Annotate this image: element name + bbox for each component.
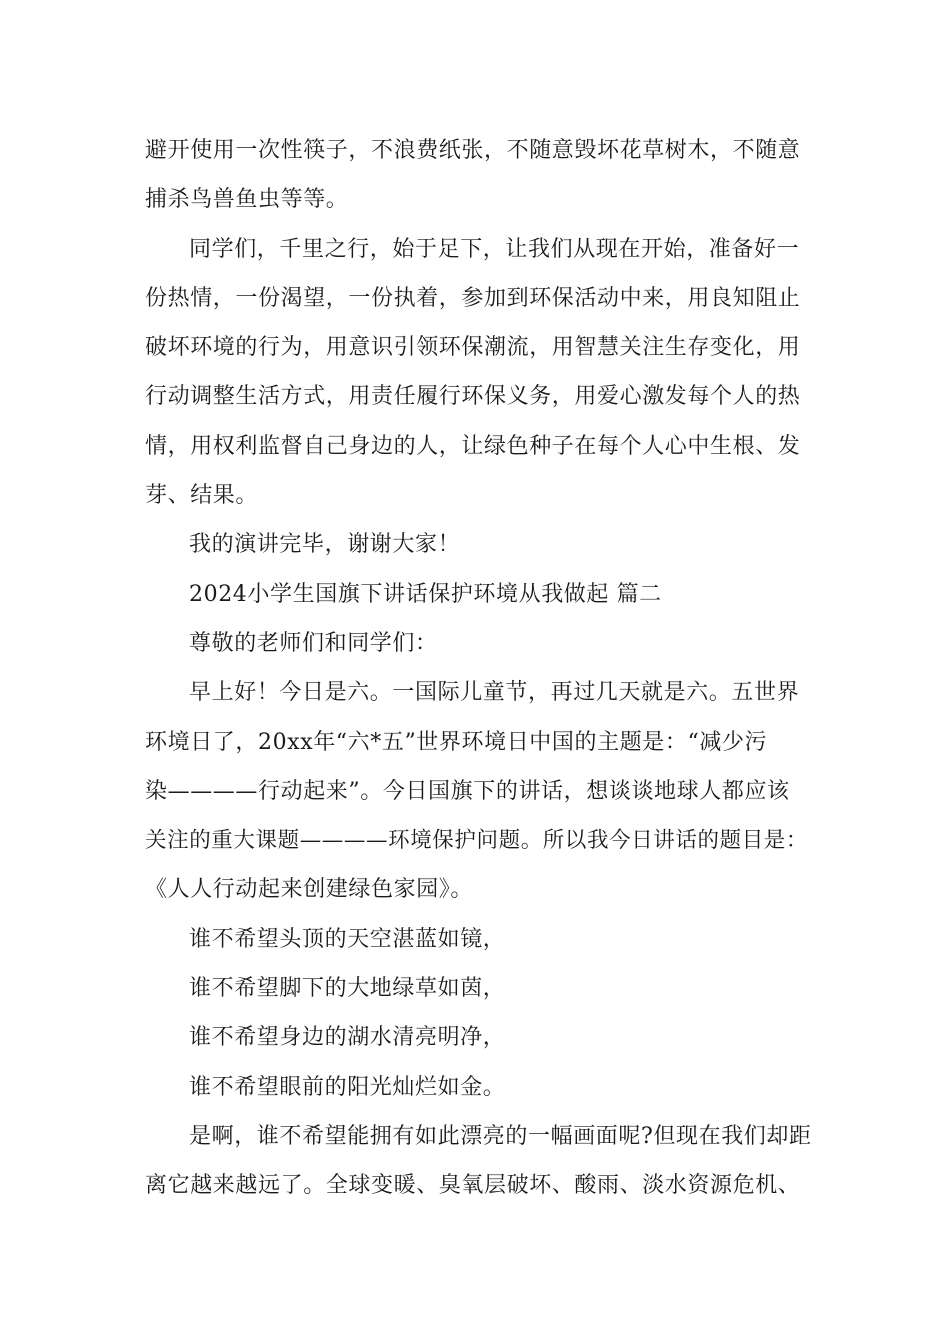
paragraph-salutation xyxy=(145,619,813,668)
text-line: 谁不希望身边的湖水清亮明净， xyxy=(189,1025,506,1051)
text-line: 早上好！今日是六。一国际儿童节，再过几天就是六。五世界 xyxy=(189,680,800,706)
paragraph-verse-sun xyxy=(145,1063,813,1112)
paragraph-verse-sky xyxy=(145,915,813,964)
text-line: 2024小学生国旗下讲话保护环境从我做起 篇二 xyxy=(189,581,662,607)
text-line: 捕杀鸟兽鱼虫等等。 xyxy=(145,187,349,213)
text-line: 关注的重大课题————环境保护问题。所以我今日讲话的题目是： xyxy=(145,828,809,854)
text-line: 情，用权利监督自己身边的人，让绿色种子在每个人心中生根、发 xyxy=(145,433,801,459)
section-title-part-two xyxy=(145,570,813,619)
paragraph-verse-earth xyxy=(145,964,813,1013)
text-line: 是啊，谁不希望能拥有如此漂亮的一幅画面呢?但现在我们却距 xyxy=(189,1123,812,1149)
text-line: 谁不希望眼前的阳光灿烂如金。 xyxy=(189,1074,506,1100)
text-line: 谁不希望头顶的天空湛蓝如镜， xyxy=(189,926,506,952)
document-body xyxy=(145,126,813,1211)
paragraph-conservation-habits xyxy=(145,126,813,225)
text-line: 环境日了，20xx年“六*五”世界环境日中国的主题是：“减少污 xyxy=(145,729,768,755)
paragraph-introduction xyxy=(145,668,813,914)
text-line: 《人人行动起来创建绿色家园》。 xyxy=(145,877,474,903)
text-line: 芽、结果。 xyxy=(145,483,259,509)
text-line: 离它越来越远了。全球变暖、臭氧层破坏、酸雨、淡水资源危机、 xyxy=(145,1173,801,1199)
paragraph-verse-lake xyxy=(145,1013,813,1062)
text-line: 染————行动起来”。今日国旗下的讲话，想谈谈地球人都应该 xyxy=(145,778,790,804)
text-line: 份热情，一份渴望，一份执着，参加到环保活动中来，用良知阻止 xyxy=(145,285,801,311)
text-line: 我的演讲完毕，谢谢大家！ xyxy=(189,532,461,558)
paragraph-environmental-crisis xyxy=(145,1112,813,1211)
paragraph-closing xyxy=(145,520,813,569)
text-line: 同学们，千里之行，始于足下，让我们从现在开始，准备好一 xyxy=(189,236,800,262)
paragraph-call-to-action xyxy=(145,225,813,521)
text-line: 谁不希望脚下的大地绿草如茵， xyxy=(189,976,506,1002)
text-line: 行动调整生活方式，用责任履行环保义务，用爱心激发每个人的热 xyxy=(145,384,801,410)
text-line: 避开使用一次性筷子，不浪费纸张，不随意毁坏花草树木，不随意 xyxy=(145,138,801,163)
text-line: 尊敬的老师们和同学们： xyxy=(189,630,438,656)
text-line: 破坏环境的行为，用意识引领环保潮流，用智慧关注生存变化，用 xyxy=(145,335,801,361)
